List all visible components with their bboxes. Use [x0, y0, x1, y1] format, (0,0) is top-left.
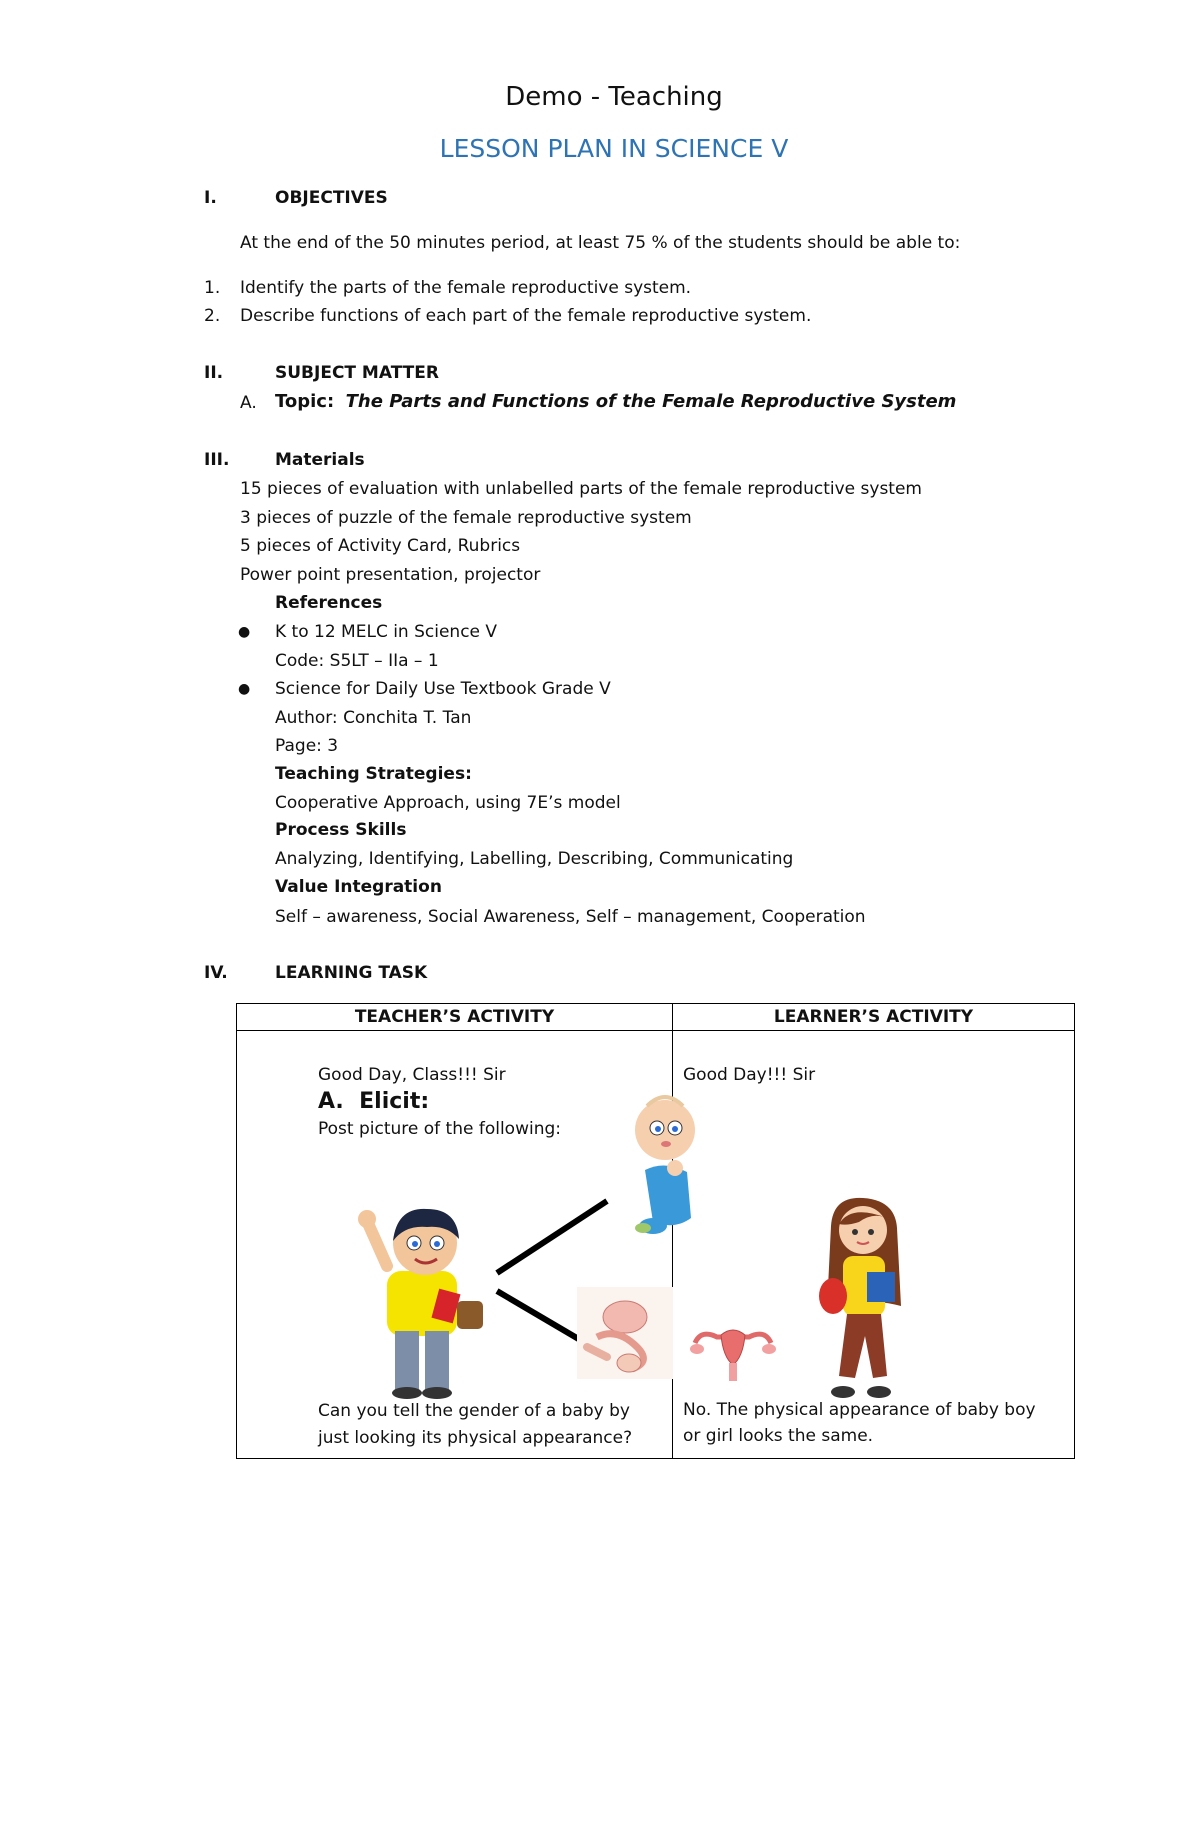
reference-page: Page: 3 [275, 736, 339, 756]
section-numeral-2: II. [204, 363, 224, 383]
strategies-heading: Teaching Strategies: [275, 764, 472, 784]
values-text: Self – awareness, Social Awareness, Self – management, Cooperation [275, 907, 866, 927]
learner-answer-lead: No. [683, 1400, 712, 1420]
reference-detail: Author: Conchita T. Tan [275, 708, 472, 728]
teacher-activity-header: TEACHER’S ACTIVITY [237, 1004, 673, 1031]
materials-item: 5 pieces of Activity Card, Rubrics [240, 536, 521, 556]
references-heading: References [275, 593, 383, 613]
teacher-greeting: Good Day, Class!!! Sir [318, 1065, 506, 1085]
elicit-heading [318, 1089, 429, 1114]
materials-item: 15 pieces of evaluation with unlabelled parts of the female reproductive system [240, 479, 922, 499]
objective-item: Describe functions of each part of the female reproductive system. [240, 306, 812, 326]
materials-item: 3 pieces of puzzle of the female reproductive system [240, 508, 692, 528]
bullet-icon: ● [238, 624, 251, 640]
learning-task-heading: LEARNING TASK [275, 963, 428, 983]
girl-illustration [803, 1196, 923, 1406]
document-subtitle: LESSON PLAN IN SCIENCE V [439, 134, 789, 163]
female-anatomy-illustration [687, 1313, 779, 1385]
objective-number: 2. [204, 306, 221, 326]
learner-activity-cell [673, 1031, 1075, 1459]
reference-title: K to 12 MELC in Science V [275, 622, 498, 642]
strategies-text: Cooperative Approach, using 7E’s model [275, 793, 621, 813]
teacher-activity-cell [237, 1031, 673, 1459]
elicit-label: Elicit: [359, 1089, 430, 1114]
materials-item: Power point presentation, projector [240, 565, 541, 585]
topic-value: The Parts and Functions of the Female Reproductive System [345, 391, 957, 412]
skills-heading: Process Skills [275, 820, 407, 840]
boy-illustration [357, 1201, 497, 1401]
topic-letter: A. [240, 393, 257, 413]
teacher-instruction: Post picture of the following: [318, 1119, 561, 1139]
teacher-question-line: Can you tell the gender of a baby by [318, 1401, 630, 1421]
subject-matter-heading: SUBJECT MATTER [275, 363, 439, 383]
section-numeral-1: I. [204, 188, 217, 208]
learner-answer-line [683, 1400, 1036, 1420]
section-numeral-4: IV. [204, 963, 228, 983]
learner-answer-text: The physical appearance of baby boy [711, 1400, 1036, 1420]
skills-text: Analyzing, Identifying, Labelling, Describing, Communicating [275, 849, 794, 869]
learner-activity-header: LEARNER’S ACTIVITY [673, 1004, 1075, 1031]
learner-greeting: Good Day!!! Sir [683, 1065, 816, 1085]
section-numeral-3: III. [204, 450, 230, 470]
reference-title: Science for Daily Use Textbook Grade V [275, 679, 611, 699]
objective-item: Identify the parts of the female reproductive system. [240, 278, 692, 298]
bullet-icon: ● [238, 681, 251, 697]
values-heading: Value Integration [275, 877, 442, 897]
topic-label: Topic: [275, 391, 335, 412]
elicit-letter: A. [318, 1089, 344, 1114]
objectives-heading: OBJECTIVES [275, 188, 388, 208]
objective-number: 1. [204, 278, 221, 298]
document-title: Demo - Teaching [505, 82, 723, 112]
topic-line [275, 391, 956, 412]
baby-illustration [625, 1090, 705, 1240]
learner-answer-line: or girl looks the same. [683, 1426, 874, 1446]
materials-heading: Materials [275, 450, 365, 470]
reference-detail: Code: S5LT – IIa – 1 [275, 651, 439, 671]
objectives-intro: At the end of the 50 minutes period, at least 75 % of the students should be able to: [240, 233, 961, 253]
male-anatomy-illustration [577, 1287, 673, 1379]
teacher-question-line: just looking its physical appearance? [318, 1428, 633, 1448]
